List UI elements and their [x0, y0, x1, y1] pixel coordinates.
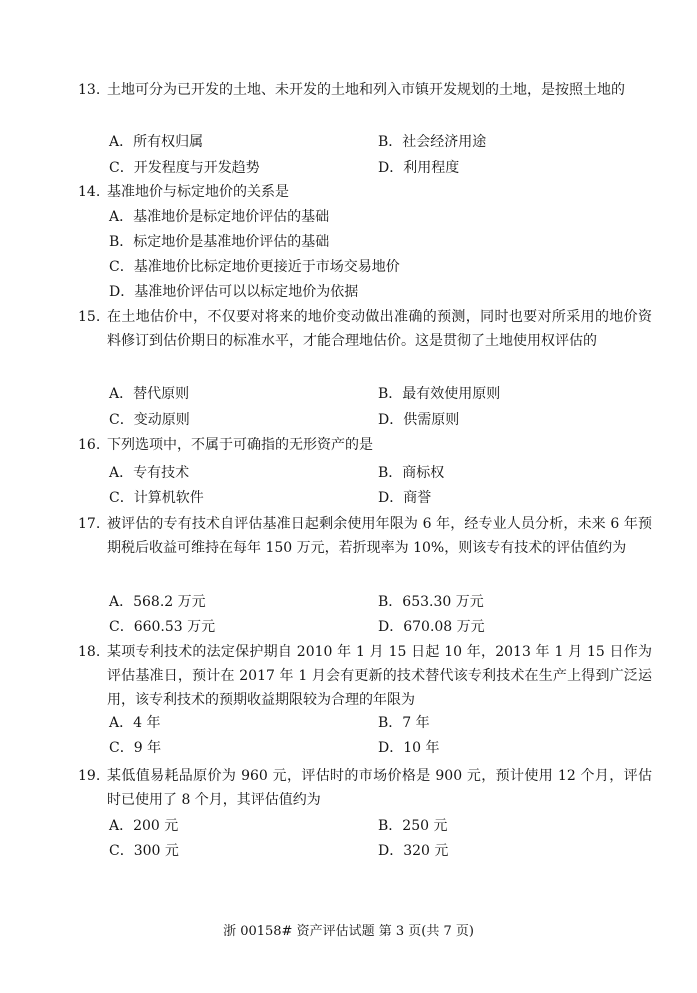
question-number: 17. [78, 516, 101, 532]
option-a: A．568.2 万元 [109, 594, 206, 610]
option-d: D．商誉 [378, 490, 432, 506]
page-footer: 浙 00158# 资产评估试题 第 3 页(共 7 页) [223, 924, 474, 939]
question-text: 在土地估价中，不仅要对将来的地价变动做出准确的预测，同时也要对所采用的地价资料修订到估价期日的标准水平，才能合理地估价。这是贯彻了土地使用权评估的 [107, 309, 652, 349]
question-number: 18. [78, 644, 101, 660]
option-a: A．4 年 [109, 715, 161, 731]
option-a: A．替代原则 [109, 386, 190, 402]
option-d: D．供需原则 [378, 412, 460, 428]
option-d: D．320 元 [378, 843, 449, 859]
option-c: C．9 年 [109, 740, 162, 756]
option-a: A．所有权归属 [109, 134, 204, 150]
option-c: C．开发程度与开发趋势 [109, 160, 260, 176]
option-a: A．专有技术 [109, 465, 190, 481]
option-b: B．7 年 [378, 715, 430, 731]
option-b: B．653.30 万元 [378, 594, 484, 610]
question-text: 土地可分为已开发的土地、未开发的土地和列入市镇开发规划的土地，是按照土地的 [107, 82, 625, 98]
option-b: B．250 元 [378, 818, 448, 834]
option-d: D．利用程度 [378, 160, 460, 176]
option-c: C．变动原则 [109, 412, 190, 428]
option-d: D．670.08 万元 [378, 619, 485, 635]
option-c: C．660.53 万元 [109, 619, 216, 635]
option-a: A．基准地价是标定地价评估的基础 [109, 209, 330, 225]
question-text: 下列选项中，不属于可确指的无形资产的是 [107, 437, 373, 453]
question-number: 16. [78, 437, 101, 453]
option-c: C．计算机软件 [109, 490, 204, 506]
option-b: B．商标权 [378, 465, 445, 481]
option-d: D．基准地价评估可以以标定地价为依据 [109, 284, 359, 300]
question-text: 被评估的专有技术自评估基准日起剩余使用年限为 6 年，经专业人员分析，未来 6 年预期税后收益可维持在每年 150 万元，若折现率为 10%，则该专有技术的评估值约为 [107, 516, 652, 556]
option-a: A．200 元 [109, 818, 179, 834]
question-text: 某项专利技术的法定保护期自 2010 年 1 月 15 日起 10 年，2013 年 1 月 15 日作为评估基准日，预计在 2017 年 1 月会有更新的技术替代该专利技术在生产上得到广泛运用，该专利技术的预期收益期限较为合理的年限为 [107, 644, 652, 708]
question-number: 15. [78, 309, 101, 325]
option-d: D．10 年 [378, 740, 440, 756]
option-b: B．标定地价是基准地价评估的基础 [109, 234, 330, 250]
question-number: 14. [78, 184, 101, 200]
question-text: 某低值易耗品原价为 960 元，评估时的市场价格是 900 元，预计使用 12 个月，评估时已使用了 8 个月，其评估值约为 [107, 768, 652, 808]
question-text: 基准地价与标定地价的关系是 [107, 184, 289, 200]
option-b: B．社会经济用途 [378, 134, 487, 150]
option-c: C．基准地价比标定地价更接近于市场交易地价 [109, 259, 400, 275]
question-number: 13. [78, 82, 101, 98]
option-b: B．最有效使用原则 [378, 386, 501, 402]
option-c: C．300 元 [109, 843, 179, 859]
question-number: 19. [78, 768, 101, 784]
